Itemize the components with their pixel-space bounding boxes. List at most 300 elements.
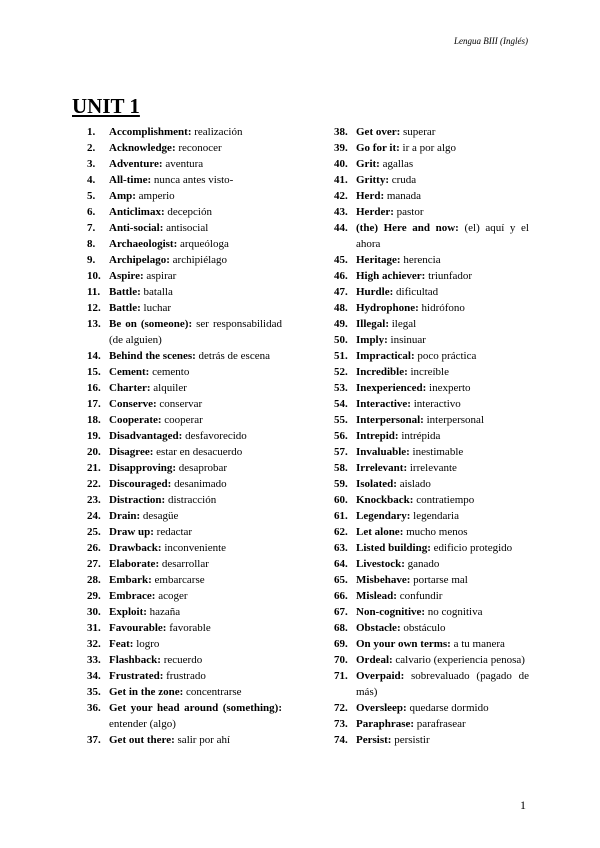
item-number: 36. <box>87 702 101 714</box>
item-number: 57. <box>334 446 348 458</box>
item-translation: contratiempo <box>416 494 475 506</box>
item-term: Hurdle: <box>356 286 394 298</box>
item-term: Imply: <box>356 334 388 346</box>
item-number: 37. <box>87 734 101 746</box>
item-translation: hazaña <box>149 606 181 618</box>
vocabulary-item <box>87 732 282 748</box>
item-term: (the) Here and now: <box>356 222 459 234</box>
vocabulary-item <box>334 412 529 428</box>
item-number: 32. <box>87 638 101 650</box>
vocabulary-item <box>334 428 529 444</box>
item-translation: triunfador <box>428 270 473 282</box>
item-term: Legendary: <box>356 510 411 522</box>
vocabulary-item <box>334 204 529 220</box>
item-term: Accomplishment: <box>109 126 192 138</box>
vocabulary-item <box>334 524 529 540</box>
vocabulary-item <box>87 236 282 252</box>
item-term: Elaborate: <box>109 558 160 570</box>
item-translation: quedarse dormido <box>409 702 489 714</box>
vocabulary-item <box>87 636 282 652</box>
item-number: 11. <box>87 286 101 298</box>
item-number: 26. <box>87 542 101 554</box>
item-term: Archaeologist: <box>109 238 178 250</box>
item-term: Embark: <box>109 574 152 586</box>
item-term: Embrace: <box>109 590 156 602</box>
vocabulary-item <box>334 156 529 172</box>
item-translation: nunca antes visto- <box>153 174 234 186</box>
vocabulary-item <box>87 588 282 604</box>
vocabulary-item <box>334 268 529 284</box>
item-number: 28. <box>87 574 101 586</box>
item-term: All-time: <box>109 174 152 186</box>
item-number: 22. <box>87 478 101 490</box>
item-term: Get out there: <box>109 734 175 746</box>
item-translation: desarrollar <box>161 558 209 570</box>
item-translation: mucho menos <box>406 526 468 538</box>
item-number: 41. <box>334 174 348 186</box>
item-term: Let alone: <box>356 526 404 538</box>
item-number: 68. <box>334 622 348 634</box>
item-translation: ser responsabilidad (de alguien) <box>109 318 282 346</box>
item-translation: alquiler <box>153 382 187 394</box>
item-term: Inexperienced: <box>356 382 427 394</box>
vocabulary-item <box>87 556 282 572</box>
item-number: 49. <box>334 318 348 330</box>
item-term: Drawback: <box>109 542 162 554</box>
item-term: Incredible: <box>356 366 408 378</box>
item-translation: poco práctica <box>417 350 477 362</box>
vocabulary-item <box>87 252 282 268</box>
item-translation: detrás de escena <box>198 350 270 362</box>
item-number: 40. <box>334 158 348 170</box>
item-term: Non-cognitive: <box>356 606 426 618</box>
item-number: 47. <box>334 286 348 298</box>
item-number: 19. <box>87 430 101 442</box>
item-translation: arqueóloga <box>179 238 229 250</box>
item-translation: salir por ahí <box>177 734 231 746</box>
item-translation: amperio <box>138 190 175 202</box>
item-number: 3. <box>87 158 96 170</box>
vocabulary-item <box>87 380 282 396</box>
item-number: 63. <box>334 542 348 554</box>
item-term: Discouraged: <box>109 478 172 490</box>
item-term: Drain: <box>109 510 141 522</box>
item-number: 60. <box>334 494 348 506</box>
item-number: 18. <box>87 414 101 426</box>
item-translation: calvario (experiencia penosa) <box>395 654 525 666</box>
item-translation: aislado <box>399 478 431 490</box>
item-number: 52. <box>334 366 348 378</box>
item-term: Be on (someone): <box>109 318 193 330</box>
item-translation: hidrófono <box>421 302 465 314</box>
vocabulary-item <box>87 220 282 236</box>
vocabulary-item <box>87 396 282 412</box>
item-translation: agallas <box>382 158 414 170</box>
item-term: Frustrated: <box>109 670 164 682</box>
item-translation: decepción <box>167 206 212 218</box>
item-translation: redactar <box>156 526 193 538</box>
item-number: 55. <box>334 414 348 426</box>
item-translation: persistir <box>394 734 430 746</box>
item-term: Gritty: <box>356 174 389 186</box>
item-translation: logro <box>136 638 160 650</box>
vocabulary-item <box>87 476 282 492</box>
vocabulary-item <box>334 284 529 300</box>
vocabulary-item <box>87 604 282 620</box>
item-translation: (el) aquí y el ahora <box>356 222 529 250</box>
vocabulary-item <box>87 364 282 380</box>
page-number: 1 <box>520 798 526 812</box>
item-number: 61. <box>334 510 348 522</box>
item-translation: desfavorecido <box>185 430 247 442</box>
item-term: Archipelago: <box>109 254 170 266</box>
vocabulary-item <box>334 604 529 620</box>
item-number: 10. <box>87 270 101 282</box>
item-number: 7. <box>87 222 96 234</box>
vocabulary-item <box>334 476 529 492</box>
item-number: 54. <box>334 398 348 410</box>
item-translation: frustrado <box>166 670 206 682</box>
vocabulary-item <box>87 156 282 172</box>
item-translation: obstáculo <box>403 622 446 634</box>
item-number: 44. <box>334 222 348 234</box>
item-number: 16. <box>87 382 101 394</box>
item-term: Get in the zone: <box>109 686 184 698</box>
vocabulary-item <box>334 220 529 252</box>
item-term: Charter: <box>109 382 151 394</box>
vocabulary-list-right <box>334 124 529 748</box>
item-number: 53. <box>334 382 348 394</box>
vocabulary-item <box>87 348 282 364</box>
item-translation: luchar <box>143 302 171 314</box>
item-number: 4. <box>87 174 96 186</box>
item-translation: interactivo <box>413 398 461 410</box>
item-number: 23. <box>87 494 101 506</box>
item-term: Get over: <box>356 126 401 138</box>
item-term: Mislead: <box>356 590 397 602</box>
item-number: 29. <box>87 590 101 602</box>
item-translation: cemento <box>152 366 190 378</box>
vocabulary-item <box>87 140 282 156</box>
item-term: Draw up: <box>109 526 154 538</box>
item-term: Get your head around (something): <box>109 702 282 714</box>
item-number: 46. <box>334 270 348 282</box>
item-number: 74. <box>334 734 348 746</box>
item-translation: archipiélago <box>172 254 228 266</box>
item-term: Overpaid: <box>356 670 405 682</box>
item-term: Behind the scenes: <box>109 350 196 362</box>
item-translation: inconveniente <box>164 542 227 554</box>
item-number: 21. <box>87 462 101 474</box>
item-translation: desanimado <box>174 478 227 490</box>
item-number: 6. <box>87 206 96 218</box>
vocabulary-item <box>334 172 529 188</box>
vocabulary-item <box>87 684 282 700</box>
item-number: 27. <box>87 558 101 570</box>
item-number: 58. <box>334 462 348 474</box>
item-translation: irrelevante <box>409 462 457 474</box>
vocabulary-item <box>334 140 529 156</box>
vocabulary-item <box>87 268 282 284</box>
item-translation: distracción <box>167 494 217 506</box>
item-number: 13. <box>87 318 101 330</box>
item-number: 20. <box>87 446 101 458</box>
item-translation: parafrasear <box>416 718 466 730</box>
item-term: Flashback: <box>109 654 161 666</box>
vocabulary-item <box>87 652 282 668</box>
item-term: Amp: <box>109 190 136 202</box>
item-translation: aventura <box>165 158 204 170</box>
item-term: Isolated: <box>356 478 397 490</box>
item-number: 12. <box>87 302 101 314</box>
item-number: 43. <box>334 206 348 218</box>
item-translation: ir a por algo <box>402 142 456 154</box>
item-term: Exploit: <box>109 606 147 618</box>
item-number: 64. <box>334 558 348 570</box>
item-translation: a tu manera <box>453 638 505 650</box>
vocabulary-item <box>334 540 529 556</box>
item-number: 9. <box>87 254 96 266</box>
item-term: Aspire: <box>109 270 144 282</box>
vocabulary-item <box>87 172 282 188</box>
vocabulary-item <box>87 284 282 300</box>
item-term: Knockback: <box>356 494 414 506</box>
item-number: 24. <box>87 510 101 522</box>
item-number: 59. <box>334 478 348 490</box>
item-translation: embarcarse <box>154 574 205 586</box>
item-translation: conservar <box>159 398 203 410</box>
item-number: 72. <box>334 702 348 714</box>
item-term: Feat: <box>109 638 134 650</box>
item-term: Intrepid: <box>356 430 399 442</box>
vocabulary-item <box>87 428 282 444</box>
item-translation: ganado <box>407 558 440 570</box>
item-number: 33. <box>87 654 101 666</box>
vocabulary-item <box>87 524 282 540</box>
item-translation: realización <box>194 126 243 138</box>
item-number: 1. <box>87 126 96 138</box>
item-translation: increíble <box>410 366 449 378</box>
vocabulary-item <box>334 636 529 652</box>
vocabulary-item <box>87 444 282 460</box>
vocabulary-item <box>334 572 529 588</box>
vocabulary-item <box>334 252 529 268</box>
item-term: Favourable: <box>109 622 167 634</box>
vocabulary-item <box>87 412 282 428</box>
item-term: Illegal: <box>356 318 389 330</box>
vocabulary-item <box>87 540 282 556</box>
vocabulary-item <box>87 300 282 316</box>
vocabulary-item <box>87 508 282 524</box>
item-term: Persist: <box>356 734 392 746</box>
item-term: Disagree: <box>109 446 154 458</box>
item-number: 30. <box>87 606 101 618</box>
item-term: Cement: <box>109 366 150 378</box>
vocabulary-item <box>87 124 282 140</box>
item-number: 15. <box>87 366 101 378</box>
vocabulary-item <box>334 444 529 460</box>
vocabulary-item <box>87 188 282 204</box>
vocabulary-item <box>334 700 529 716</box>
item-translation: pastor <box>396 206 424 218</box>
item-term: Livestock: <box>356 558 405 570</box>
item-term: Conserve: <box>109 398 157 410</box>
item-number: 42. <box>334 190 348 202</box>
item-term: Interactive: <box>356 398 411 410</box>
vocabulary-list-left <box>87 124 282 748</box>
item-number: 39. <box>334 142 348 154</box>
item-number: 62. <box>334 526 348 538</box>
item-term: Distraction: <box>109 494 166 506</box>
item-number: 56. <box>334 430 348 442</box>
item-translation: recuerdo <box>163 654 203 666</box>
item-number: 69. <box>334 638 348 650</box>
item-number: 14. <box>87 350 101 362</box>
unit-title: UNIT 1 <box>72 94 140 118</box>
item-translation: favorable <box>169 622 211 634</box>
item-number: 67. <box>334 606 348 618</box>
item-term: Disapproving: <box>109 462 177 474</box>
item-translation: inestimable <box>412 446 464 458</box>
item-term: High achiever: <box>356 270 426 282</box>
item-translation: estar en desacuerdo <box>156 446 243 458</box>
item-translation: ilegal <box>391 318 417 330</box>
item-translation: entender (algo) <box>109 718 176 730</box>
item-term: Go for it: <box>356 142 400 154</box>
item-number: 73. <box>334 718 348 730</box>
vocabulary-item <box>334 460 529 476</box>
item-term: Oversleep: <box>356 702 407 714</box>
item-term: Herd: <box>356 190 385 202</box>
item-term: Anti-social: <box>109 222 164 234</box>
item-term: Impractical: <box>356 350 415 362</box>
item-translation: interpersonal <box>426 414 485 426</box>
vocabulary-item <box>334 188 529 204</box>
vocabulary-item <box>334 332 529 348</box>
item-translation: herencia <box>403 254 441 266</box>
vocabulary-item <box>334 620 529 636</box>
vocabulary-item <box>87 620 282 636</box>
item-translation: insinuar <box>390 334 426 346</box>
item-term: Heritage: <box>356 254 401 266</box>
item-translation: desaprobar <box>178 462 228 474</box>
item-term: Listed building: <box>356 542 431 554</box>
item-number: 38. <box>334 126 348 138</box>
vocabulary-item <box>87 572 282 588</box>
vocabulary-item <box>87 668 282 684</box>
item-translation: antisocial <box>166 222 209 234</box>
item-term: Ordeal: <box>356 654 393 666</box>
vocabulary-item <box>334 732 529 748</box>
vocabulary-item <box>334 556 529 572</box>
item-translation: portarse mal <box>413 574 468 586</box>
item-translation: edificio protegido <box>433 542 513 554</box>
item-term: Herder: <box>356 206 394 218</box>
vocabulary-item <box>87 316 282 348</box>
item-translation: cruda <box>391 174 417 186</box>
item-number: 34. <box>87 670 101 682</box>
item-term: Cooperate: <box>109 414 162 426</box>
item-number: 45. <box>334 254 348 266</box>
item-number: 51. <box>334 350 348 362</box>
item-number: 50. <box>334 334 348 346</box>
vocabulary-item <box>334 652 529 668</box>
item-translation: sobrevaluado (pagado de más) <box>356 670 529 698</box>
item-term: Battle: <box>109 286 141 298</box>
item-term: Invaluable: <box>356 446 410 458</box>
item-number: 25. <box>87 526 101 538</box>
item-number: 31. <box>87 622 101 634</box>
item-term: Grit: <box>356 158 380 170</box>
vocabulary-item <box>334 300 529 316</box>
item-translation: superar <box>403 126 436 138</box>
vocabulary-item <box>334 492 529 508</box>
item-translation: reconocer <box>178 142 222 154</box>
item-number: 48. <box>334 302 348 314</box>
item-translation: confundir <box>399 590 443 602</box>
item-number: 35. <box>87 686 101 698</box>
item-term: On your own terms: <box>356 638 451 650</box>
item-term: Obstacle: <box>356 622 401 634</box>
item-term: Adventure: <box>109 158 163 170</box>
item-term: Misbehave: <box>356 574 411 586</box>
vocabulary-item <box>334 348 529 364</box>
item-translation: manada <box>386 190 422 202</box>
vocabulary-item <box>334 396 529 412</box>
vocabulary-item <box>334 588 529 604</box>
item-translation: concentrarse <box>185 686 242 698</box>
item-translation: no cognitiva <box>427 606 483 618</box>
item-term: Paraphrase: <box>356 718 415 730</box>
item-number: 66. <box>334 590 348 602</box>
item-term: Battle: <box>109 302 141 314</box>
item-term: Hydrophone: <box>356 302 419 314</box>
item-number: 5. <box>87 190 96 202</box>
vocabulary-item <box>334 716 529 732</box>
vocabulary-item <box>334 508 529 524</box>
vocabulary-item <box>334 380 529 396</box>
item-translation: legendaria <box>413 510 459 522</box>
item-term: Acknowledge: <box>109 142 176 154</box>
vocabulary-item <box>334 668 529 700</box>
item-translation: desagüe <box>142 510 179 522</box>
item-translation: cooperar <box>164 414 203 426</box>
vocabulary-item <box>87 460 282 476</box>
vocabulary-item <box>334 316 529 332</box>
vocabulary-item <box>87 204 282 220</box>
item-translation: inexperto <box>429 382 471 394</box>
item-translation: acoger <box>158 590 188 602</box>
item-translation: intrépida <box>401 430 441 442</box>
page-header: Lengua BIII (Inglés) <box>454 36 528 46</box>
vocabulary-item <box>334 124 529 140</box>
item-term: Disadvantaged: <box>109 430 183 442</box>
item-term: Interpersonal: <box>356 414 424 426</box>
item-number: 17. <box>87 398 101 410</box>
item-term: Irrelevant: <box>356 462 408 474</box>
vocabulary-item <box>87 492 282 508</box>
item-number: 8. <box>87 238 96 250</box>
item-number: 65. <box>334 574 348 586</box>
item-translation: batalla <box>143 286 173 298</box>
item-number: 2. <box>87 142 96 154</box>
vocabulary-item <box>87 700 282 732</box>
item-number: 70. <box>334 654 348 666</box>
item-translation: dificultad <box>396 286 439 298</box>
item-term: Anticlimax: <box>109 206 165 218</box>
item-number: 71. <box>334 670 348 682</box>
vocabulary-item <box>334 364 529 380</box>
